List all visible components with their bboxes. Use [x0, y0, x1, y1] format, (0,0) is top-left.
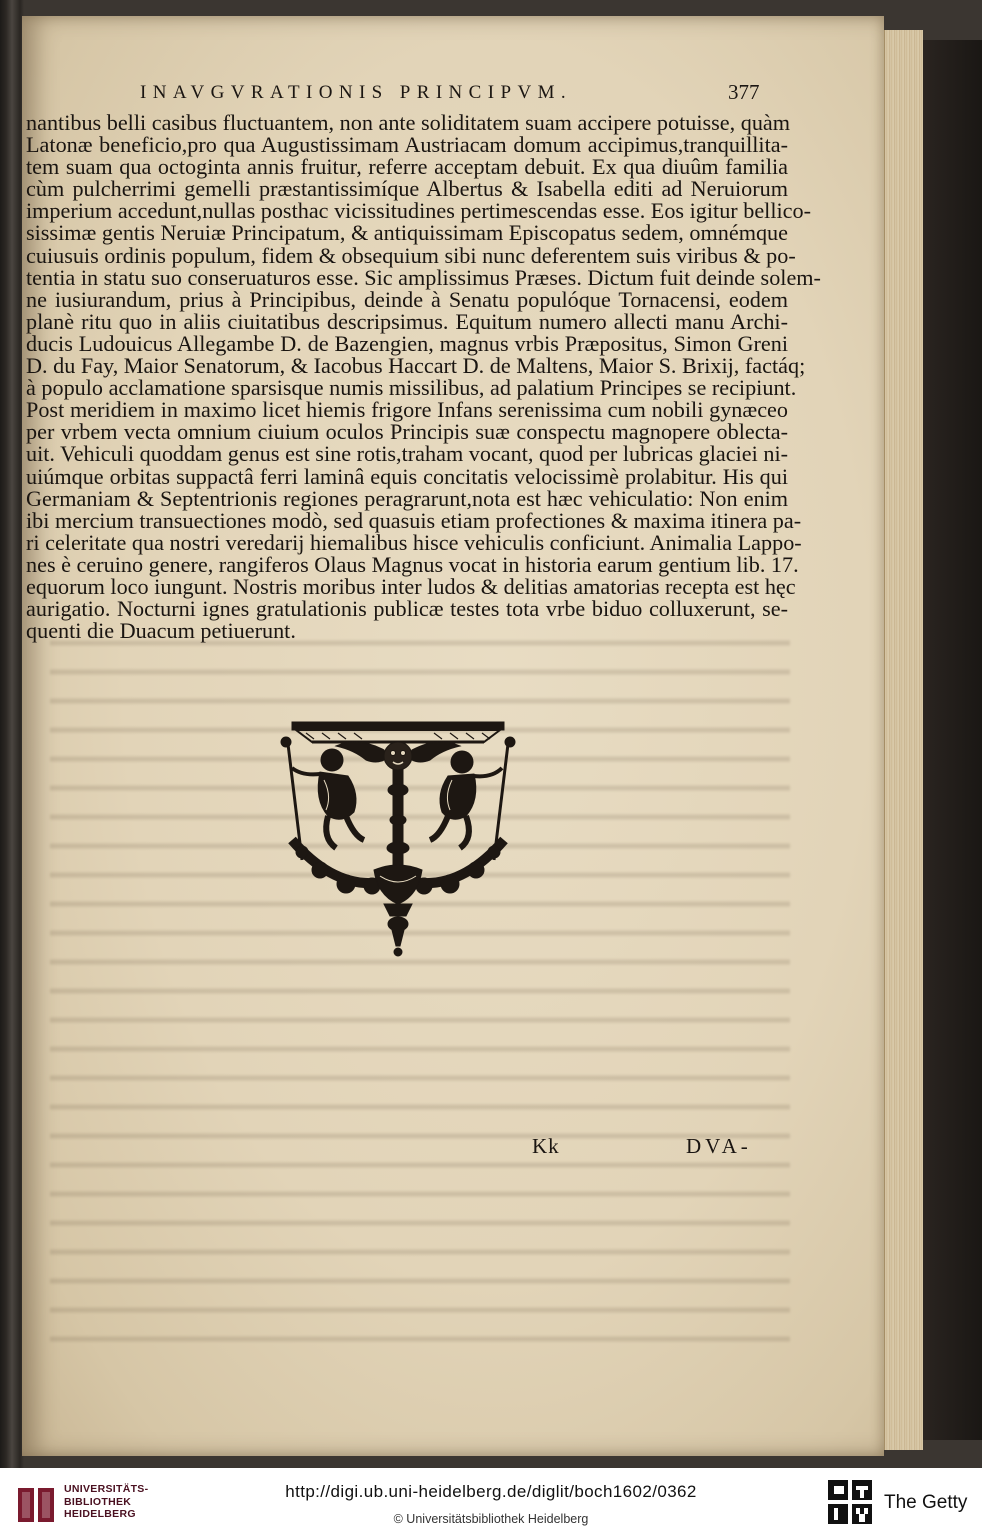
partner-name: The Getty	[884, 1492, 968, 1513]
text-line: à populo acclamatione sparsisque numis missilibus, ad palatium Principes se recipiunt.	[26, 375, 797, 401]
signature-block	[532, 1134, 792, 1164]
running-head-title: INAVGVRATIONIS PRINCIPVM.	[140, 82, 573, 103]
text-line: Post meridiem in maximo licet hiemis frigore Infans serenissima cum nobili gynæceo	[26, 397, 788, 423]
text-line: nes è ceruino genere, rangiferos Olaus Magnus vocat in historia earum gentium lib. 17.	[26, 551, 799, 577]
permalink-url[interactable]: http://digi.ub.uni-heidelberg.de/diglit/boch1602/0362	[285, 1482, 697, 1501]
text-line: Germaniam & Septentrionis regiones peragrarunt,nota est hæc vehiculatio: Non enim	[26, 485, 788, 511]
signature-mark: Kk	[532, 1134, 560, 1158]
text-line: ri celeritate qua nostri veredarij hiemalibus hisce vehiculis conficiunt. Animalia Lappo-	[26, 529, 802, 555]
library-name-line: UNIVERSITÄTS-	[64, 1483, 149, 1495]
text-line: ibi mercium transuectiones modò, sed quasuis etiam profectiones & maxima itinera pa-	[26, 507, 802, 533]
page-number: 377	[728, 80, 760, 104]
text-line: cùm pulcherrimi gemelli præstantissimíque Albertus & Isabella editi ad Neruiorum	[26, 176, 788, 202]
text-line: D. du Fay, Maior Senatorum, & Iacobus Haccart D. de Maltens, Maior S. Brixij, factáq;	[26, 353, 806, 379]
woodcut-ornament	[262, 720, 534, 960]
text-line: equorum loco iungunt. Nostris moribus inter ludos & delitias amatorias recepta est hęc	[26, 573, 796, 599]
viewer-footer	[0, 1468, 982, 1538]
text-line: ducis Ludouicus Allegambe D. de Bazengien, magnus vrbis Præpositus, Simon Greni	[26, 330, 788, 356]
text-line: ne iusiurandum, prius à Principibus, deinde à Senatu populóque Tornacensi, eodem	[26, 286, 788, 312]
text-line: uiúmque orbitas suppactâ ferri laminâ equis concitatis velocissimè prolabitur. His qui	[26, 463, 788, 489]
library-name-line: HEIDELBERG	[64, 1508, 136, 1520]
body-text	[26, 110, 821, 644]
text-line: tentia in statu suo conseruaturos esse. Sic amplissimus Præses. Dictum fuit deinde solem-	[26, 264, 821, 290]
text-line: aurigatio. Nocturni ignes gratulationis publicæ testes tota vrbe biduo colluxerunt, se-	[26, 596, 788, 622]
text-line: imperium accedunt,nullas posthac vicissitudines pertimescendas esse. Eos igitur bellico-	[26, 198, 811, 224]
catchword: DVA-	[686, 1134, 752, 1158]
text-line: Latonæ beneficio,pro qua Augustissimam Austriacam domum accipimus,tranquillita-	[26, 132, 788, 158]
page-block-shadow	[922, 40, 982, 1440]
running-head	[22, 64, 884, 104]
library-name-line: BIBLIOTHEK	[64, 1495, 132, 1508]
text-line: quenti die Duacum petiuerunt.	[26, 618, 296, 644]
text-line: planè ritu quo in aliis ciuitatibus descripsimus. Equitum numero allecti manu Archi-	[26, 308, 788, 334]
text-line: tem suam qua octoginta annis fruitur, referre acceptam debuit. Ex qua diuûm familia	[26, 154, 788, 180]
getty-logo-icon	[826, 1478, 874, 1528]
text-line: per vrbem vecta omnium ciuium oculos Principis suæ conspectu magnopere oblecta-	[26, 419, 788, 445]
book-page	[22, 16, 884, 1456]
text-line: uit. Vehiculi quoddam genus est sine rotis,traham vocant, quod per lubricas glaciei ni-	[26, 441, 788, 467]
page-block-edges	[884, 30, 923, 1450]
copyright-notice: © Universitätsbibliothek Heidelberg	[393, 1512, 589, 1526]
text-line: nantibus belli casibus fluctuantem, non ante soliditatem suam accipere potuisse, quàm	[26, 110, 791, 135]
text-line: sissimæ gentis Neruiæ Principatum, & antiquissimam Episcopatus sedem, omnémque	[26, 220, 788, 246]
text-line: cuiusuis ordinis populum, fidem & obsequium sibi nunc deferentem suis viribus & po-	[26, 242, 796, 268]
